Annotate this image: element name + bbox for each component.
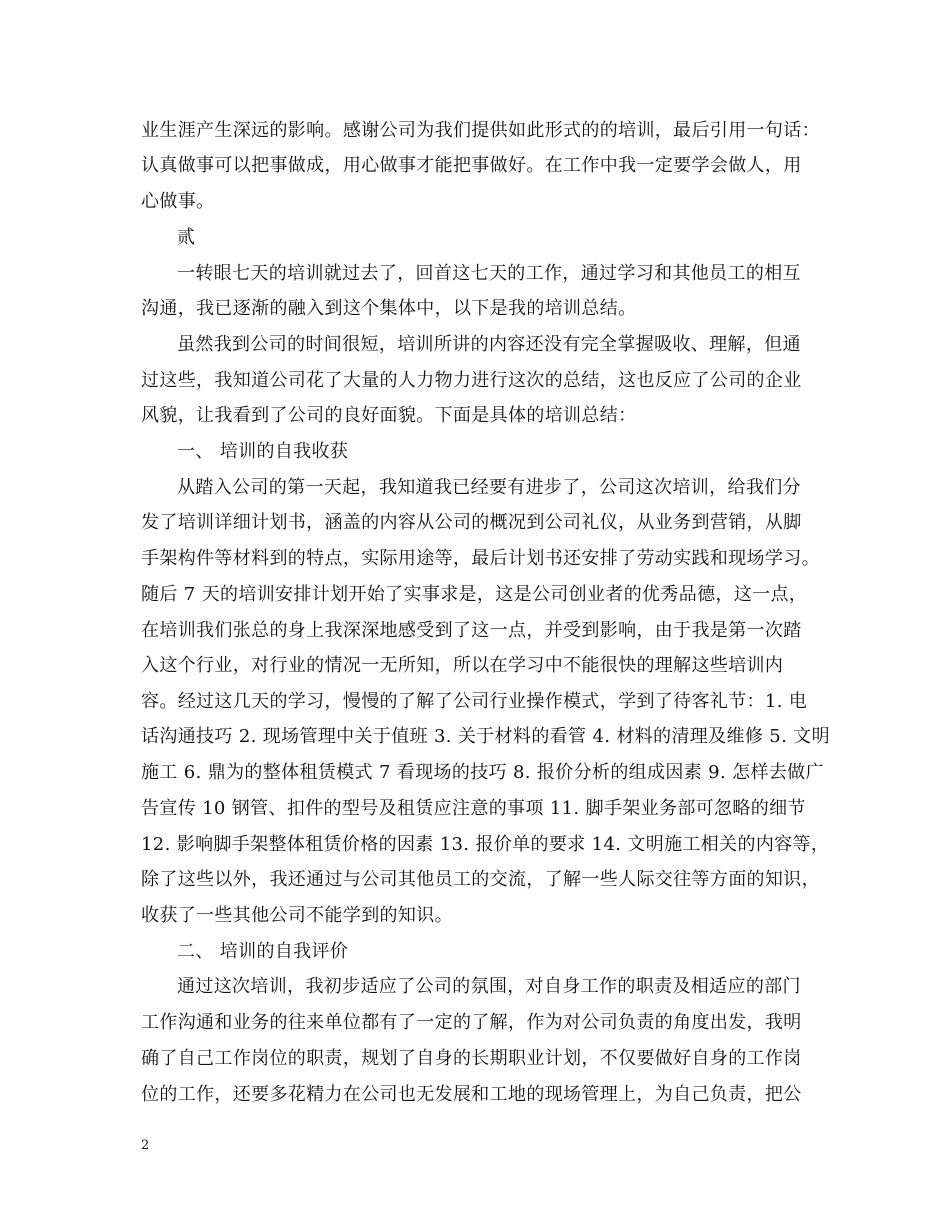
text-line-19: 施工 6. 鼎为的整体租赁模式 7 看现场的技巧 8. 报价分析的组成因素 9. 怎样去做广 [141,762,824,783]
text-line-3: 心做事。 [141,191,215,212]
text-line-1: 业生涯产生深远的影响。感谢公司为我们提供如此形式的的培训，最后引用一句话： [141,120,820,141]
page-number: 2 [141,1138,150,1153]
text-line-25: 通过这次培训，我初步适应了公司的氛围，对自身工作的职责及相适应的部门 [177,976,801,997]
text-line-26: 工作沟通和业务的往来单位都有了一定的了解，作为对公司负责的角度出发，我明 [141,1012,802,1033]
text-line-18: 话沟通技巧 2. 现场管理中关于值班 3. 关于材料的看管 4. 材料的清理及维修 5. 文明 [141,726,830,747]
text-line-5: 一转眼七天的培训就过去了，回首这七天的工作，通过学习和其他员工的相互 [177,263,801,284]
text-line-9: 风貌，让我看到了公司的良好面貌。下面是具体的培训总结： [141,405,637,426]
text-line-27: 确了自己工作岗位的职责，规划了自身的长期职业计划，不仅要做好自身的工作岗 [141,1048,802,1069]
text-line-12: 发了培训详细计划书，涵盖的内容从公司的概况到公司礼仪，从业务到营销，从脚 [141,512,802,533]
text-line-21: 12. 影响脚手架整体租赁价格的因素 13. 报价单的要求 14. 文明施工相关的内容等， [141,834,830,855]
text-line-16: 入这个行业，对行业的情况一无所知，所以在学习中不能很快的理解这些培训内 [141,655,784,676]
subheading-2: 二、 培训的自我评价 [177,941,349,962]
text-line-8: 过这些，我知道公司花了大量的人力物力进行这次的总结，这也反应了公司的企业 [141,370,802,391]
text-line-22: 除了这些以外，我还通过与公司其他员工的交流，了解一些人际交往等方面的知识， [141,869,820,890]
text-line-11: 从踏入公司的第一天起，我知道我已经要有进步了，公司这次培训，给我们分 [177,477,801,498]
text-line-13: 手架构件等材料到的特点，实际用途等，最后计划书还安排了劳动实践和现场学习。 [141,548,820,569]
text-line-2: 认真做事可以把事做成，用心做事才能把事做好。在工作中我一定要学会做人，用 [141,155,802,176]
text-line-23: 收获了一些其他公司不能学到的知识。 [141,905,453,926]
text-line-17: 容。经过这几天的学习，慢慢的了解了公司行业操作模式，学到了待客礼节：1. 电 [141,691,808,712]
subheading-1: 一、 培训的自我收获 [177,441,349,462]
text-line-15: 在培训我们张总的身上我深深地感受到了这一点，并受到影响，由于我是第一次踏 [141,620,802,641]
text-line-6: 沟通，我已逐渐的融入到这个集体中，以下是我的培训总结。 [141,298,637,319]
text-line-14: 随后 7 天的培训安排计划开始了实事求是，这是公司创业者的优秀品德，这一点， [141,584,808,605]
text-line-7: 虽然我到公司的时间很短，培训所讲的内容还没有完全掌握吸收、理解，但通 [177,334,801,355]
text-line-20: 告宣传 10 钢管、扣件的型号及租赁应注意的事项 11. 脚手架业务部可忽略的细节 [141,798,806,819]
section-heading-2: 贰 [177,227,196,248]
text-line-28: 位的工作，还要多花精力在公司也无发展和工地的现场管理上，为自己负责，把公 [141,1084,802,1105]
